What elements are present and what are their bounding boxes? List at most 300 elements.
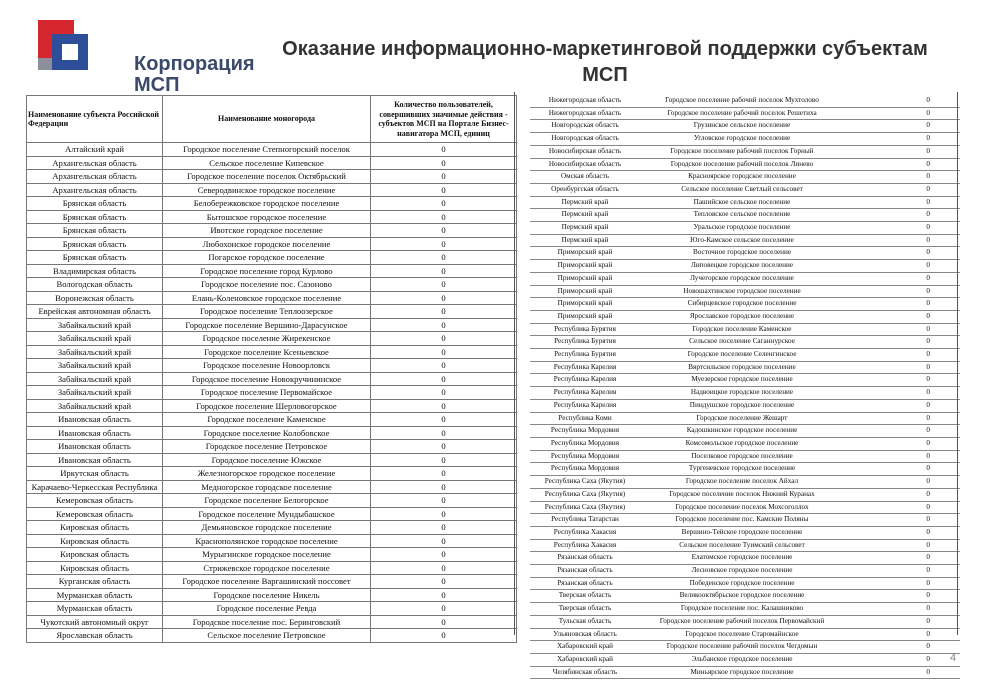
cell-count: 0 [371,453,517,467]
cell-region: Республика Бурятия [530,349,640,362]
cell-monotown: Ивотское городское поселение [163,224,371,238]
cell-monotown: Сельское поселение Светлый сельсовет [640,183,844,196]
cell-count: 0 [844,260,960,273]
cell-count: 0 [371,386,517,400]
table-row [530,158,960,171]
table-row [27,197,517,211]
table-row [27,521,517,535]
cell-region: Курганская область [27,575,163,589]
cell-monotown: Северодвинское городское поселение [163,183,371,197]
cell-count: 0 [371,345,517,359]
cell-region: Ульяновская область [530,628,640,641]
cell-region: Пермский край [530,209,640,222]
cell-monotown: Вяртсильское городское поселение [640,361,844,374]
cell-count: 0 [844,234,960,247]
cell-monotown: Городское поселение рабочий поселок Чегдомын [640,641,844,654]
cell-monotown: Мурыгинское городское поселение [163,548,371,562]
cell-monotown: Лесновское городское поселение [640,565,844,578]
cell-monotown: Городское поселение Мундыбашское [163,507,371,521]
cell-region: Новгородская область [530,133,640,146]
cell-monotown: Городское поселение Ксеньевское [163,345,371,359]
cell-count: 0 [371,332,517,346]
cell-monotown: Городское поселение поселок Мохсоголлох [640,501,844,514]
cell-region: Приморский край [530,285,640,298]
cell-monotown: Городское поселение рабочий поселок Мухтолово [640,95,844,107]
table-row [27,224,517,238]
table-row [27,494,517,508]
cell-monotown: Комсомольское городское поселение [640,437,844,450]
table-row [530,526,960,539]
table-row [27,359,517,373]
cell-region: Республика Татарстан [530,514,640,527]
cell-monotown: Демьяновское городское поселение [163,521,371,535]
cell-region: Новгородская область [530,120,640,133]
cell-monotown: Восточное городское поселение [640,247,844,260]
table-row [530,310,960,323]
cell-count: 0 [844,310,960,323]
cell-monotown: Городское поселение Ревда [163,602,371,616]
cell-count: 0 [844,349,960,362]
table-row [27,480,517,494]
table-row [27,602,517,616]
cell-count: 0 [844,323,960,336]
cell-region: Архангельская область [27,156,163,170]
cell-region: Ивановская область [27,426,163,440]
table-row [530,412,960,425]
cell-region: Кировская область [27,521,163,535]
table-row [27,291,517,305]
cell-monotown: Городское поселение Варгашинский поссовет [163,575,371,589]
cell-monotown: Любохонское городское поселение [163,237,371,251]
table-row [27,413,517,427]
cell-count: 0 [371,291,517,305]
cell-region: Мурманская область [27,588,163,602]
table-row [27,575,517,589]
cell-count: 0 [844,387,960,400]
cell-region: Забайкальский край [27,399,163,413]
cell-count: 0 [844,196,960,209]
table-row [27,629,517,643]
cell-region: Республика Карелия [530,374,640,387]
cell-count: 0 [844,336,960,349]
cell-monotown: Пашийское сельское поселение [640,196,844,209]
cell-count: 0 [844,209,960,222]
cell-region: Челябинская область [530,666,640,679]
cell-region: Кировская область [27,548,163,562]
cell-count: 0 [371,588,517,602]
table-row [27,561,517,575]
table-row [530,603,960,616]
cell-region: Кемеровская область [27,507,163,521]
cell-monotown: Елань-Коленовское городское поселение [163,291,371,305]
cell-region: Ивановская область [27,453,163,467]
table-row [530,183,960,196]
table-row [27,507,517,521]
cell-region: Карачаево-Черкесская Республика [27,480,163,494]
table-row [27,345,517,359]
table-row [530,171,960,184]
table-row [530,260,960,273]
cell-region: Брянская область [27,251,163,265]
cell-monotown: Муезерское городское поселение [640,374,844,387]
cell-region: Республика Бурятия [530,323,640,336]
header-region: Наименование субъекта Российской Федерации [27,96,163,143]
cell-region: Новосибирская область [530,145,640,158]
cell-count: 0 [844,158,960,171]
table-row [27,332,517,346]
cell-monotown: Краснополянское городское поселение [163,534,371,548]
cell-monotown: Городское поселение Каменское [640,323,844,336]
cell-monotown: Сельское поселение Кипевское [163,156,371,170]
cell-region: Тульская область [530,615,640,628]
cell-region: Ярославская область [27,629,163,643]
cell-monotown: Угловское городское поселение [640,133,844,146]
cell-region: Брянская область [27,197,163,211]
cell-region: Омская область [530,171,640,184]
cell-count: 0 [371,210,517,224]
cell-count: 0 [371,251,517,265]
cell-monotown: Городское поселение Жешарт [640,412,844,425]
table-row [530,272,960,285]
cell-count: 0 [844,437,960,450]
cell-count: 0 [844,399,960,412]
cell-region: Брянская область [27,237,163,251]
cell-count: 0 [844,425,960,438]
cell-count: 0 [844,628,960,641]
cell-monotown: Великооктябрьское городское поселение [640,590,844,603]
cell-region: Кировская область [27,534,163,548]
cell-count: 0 [371,615,517,629]
cell-region: Хабаровский край [530,653,640,666]
cell-monotown: Кадошкинское городское поселение [640,425,844,438]
cell-region: Республика Карелия [530,399,640,412]
cell-monotown: Елатомское городское поселение [640,552,844,565]
table-row [27,467,517,481]
cell-region: Архангельская область [27,183,163,197]
cell-count: 0 [371,305,517,319]
cell-monotown: Городское поселение город Курлово [163,264,371,278]
table-row [530,615,960,628]
table-row [530,107,960,120]
cell-monotown: Городское поселение пос. Сазоново [163,278,371,292]
cell-monotown: Белобережковское городское поселение [163,197,371,211]
cell-count: 0 [371,237,517,251]
table-row [530,323,960,336]
cell-region: Брянская область [27,210,163,224]
cell-count: 0 [844,577,960,590]
cell-monotown: Городское поселение Старомайнское [640,628,844,641]
cell-count: 0 [844,565,960,578]
table-row [27,548,517,562]
cell-region: Забайкальский край [27,318,163,332]
cell-count: 0 [371,534,517,548]
cell-count: 0 [844,539,960,552]
cell-region: Алтайский край [27,143,163,157]
cell-count: 0 [844,641,960,654]
cell-region: Забайкальский край [27,386,163,400]
cell-count: 0 [371,318,517,332]
cell-region: Новосибирская область [530,158,640,171]
cell-monotown: Красноярское городское поселение [640,171,844,184]
cell-monotown: Городское поселение рабочий поселок Решетиха [640,107,844,120]
cell-monotown: Городское поселение Каменское [163,413,371,427]
divider-line-right [957,92,958,635]
cell-count: 0 [371,224,517,238]
page-title: Оказание информационно-маркетинговой поддержки субъектам МСП [282,38,928,86]
table-row [530,666,960,679]
cell-count: 0 [844,361,960,374]
cell-region: Республика Хакасия [530,539,640,552]
cell-monotown: Надвоицкое городское поселение [640,387,844,400]
table-row [530,514,960,527]
cell-region: Оренбургская область [530,183,640,196]
cell-region: Пермский край [530,196,640,209]
cell-count: 0 [371,561,517,575]
table-row [530,120,960,133]
cell-monotown: Городское поселение Теплоозерское [163,305,371,319]
table-row [27,534,517,548]
cell-region: Забайкальский край [27,359,163,373]
cell-region: Рязанская область [530,577,640,590]
table-row [530,501,960,514]
cell-count: 0 [371,494,517,508]
cell-region: Приморский край [530,272,640,285]
table-row [27,399,517,413]
cell-count: 0 [371,467,517,481]
cell-region: Республика Карелия [530,361,640,374]
table-row [27,440,517,454]
table-row [27,453,517,467]
left-table [26,95,517,643]
table-row [530,399,960,412]
cell-count: 0 [844,95,960,107]
table-row [530,234,960,247]
cell-monotown: Городское поселение пос. Беринговский [163,615,371,629]
cell-count: 0 [844,653,960,666]
table-row [530,222,960,235]
cell-count: 0 [844,183,960,196]
table-row [530,565,960,578]
cell-monotown: Бытошское городское поселение [163,210,371,224]
cell-region: Забайкальский край [27,332,163,346]
cell-monotown: Эльбанское городское поселение [640,653,844,666]
table-row [530,209,960,222]
table-row [27,143,517,157]
table-row [530,437,960,450]
logo-mark-icon [30,14,100,84]
cell-count: 0 [371,629,517,643]
cell-monotown: Новошахтинское городское поселение [640,285,844,298]
table-row [27,237,517,251]
cell-count: 0 [844,476,960,489]
cell-monotown: Городское поселение Новокручининское [163,372,371,386]
cell-region: Приморский край [530,310,640,323]
cell-region: Республика Саха (Якутия) [530,488,640,501]
cell-count: 0 [371,264,517,278]
cell-region: Хабаровский край [530,641,640,654]
cell-count: 0 [371,399,517,413]
cell-count: 0 [371,156,517,170]
cell-count: 0 [371,575,517,589]
table-row [530,95,960,107]
table-row [530,361,960,374]
table-row [530,133,960,146]
cell-count: 0 [844,272,960,285]
table-row [27,170,517,184]
cell-count: 0 [844,145,960,158]
cell-count: 0 [844,285,960,298]
cell-region: Республика Саха (Якутия) [530,476,640,489]
cell-region: Кировская область [27,561,163,575]
cell-monotown: Городское поселение Вершино-Дарасунское [163,318,371,332]
table-row [27,156,517,170]
cell-region: Приморский край [530,260,640,273]
cell-region: Тверская область [530,590,640,603]
cell-count: 0 [844,222,960,235]
table-row [530,539,960,552]
table-row [530,488,960,501]
cell-monotown: Городское поселение поселок Октябрьский [163,170,371,184]
cell-monotown: Городское поселение поселок Нижний Куранах [640,488,844,501]
cell-monotown: Стрижевское городское поселение [163,561,371,575]
cell-monotown: Городское поселение Селенгинское [640,349,844,362]
table-row [530,196,960,209]
cell-region: Забайкальский край [27,345,163,359]
cell-count: 0 [844,615,960,628]
cell-monotown: Городское поселение поселок Айхал [640,476,844,489]
cell-count: 0 [844,590,960,603]
cell-monotown: Грузинское сельское поселение [640,120,844,133]
cell-region: Республика Карелия [530,387,640,400]
table-row [530,298,960,311]
cell-region: Мурманская область [27,602,163,616]
table-row [530,247,960,260]
cell-region: Брянская область [27,224,163,238]
cell-count: 0 [844,374,960,387]
cell-monotown: Лучегорское городское поселение [640,272,844,285]
cell-monotown: Городское поселение Никель [163,588,371,602]
cell-monotown: Городское поселение Белогорское [163,494,371,508]
cell-count: 0 [844,552,960,565]
logo-text [134,54,255,96]
cell-region: Еврейская автономная область [27,305,163,319]
cell-count: 0 [844,501,960,514]
table-row [530,641,960,654]
cell-monotown: Поселковое городское поселение [640,450,844,463]
table-row [530,349,960,362]
cell-monotown: Городское поселение Колобовское [163,426,371,440]
cell-count: 0 [844,133,960,146]
table-row [27,588,517,602]
cell-monotown: Городское поселение Жирекенское [163,332,371,346]
cell-monotown: Городское поселение Новоорловск [163,359,371,373]
cell-monotown: Городское поселение рабочий поселок Горный [640,145,844,158]
cell-region: Тверская область [530,603,640,616]
cell-count: 0 [844,107,960,120]
table-row [27,318,517,332]
cell-count: 0 [844,298,960,311]
cell-region: Нижегородская область [530,107,640,120]
cell-region: Ивановская область [27,440,163,454]
cell-region: Архангельская область [27,170,163,184]
table-row [530,577,960,590]
cell-count: 0 [844,463,960,476]
cell-monotown: Городское поселение пос. Камские Поляны [640,514,844,527]
cell-monotown: Медногорское городское поселение [163,480,371,494]
cell-count: 0 [844,120,960,133]
cell-region: Пермский край [530,222,640,235]
cell-region: Воронежская область [27,291,163,305]
cell-region: Ивановская область [27,413,163,427]
header-users-count: Количество пользователей, совершивших значимые действия - субъектов МСП на Портале Бизнес-навигатора МСП, единиц [371,96,517,143]
cell-region: Республика Мордовия [530,437,640,450]
cell-count: 0 [844,247,960,260]
cell-count: 0 [371,170,517,184]
cell-count: 0 [371,143,517,157]
cell-region: Республика Мордовия [530,450,640,463]
cell-count: 0 [844,412,960,425]
cell-region: Пермский край [530,234,640,247]
cell-region: Вологодская область [27,278,163,292]
page-number: 4 [950,652,957,664]
cell-count: 0 [371,602,517,616]
cell-monotown: Победенское городское поселение [640,577,844,590]
table-row [27,386,517,400]
cell-region: Республика Бурятия [530,336,640,349]
table-row [530,145,960,158]
table-row [530,374,960,387]
cell-monotown: Уральское городское поселение [640,222,844,235]
table-row [27,426,517,440]
cell-region: Республика Саха (Якутия) [530,501,640,514]
cell-count: 0 [371,426,517,440]
cell-monotown: Юго-Камское сельское поселение [640,234,844,247]
cell-region: Республика Мордовия [530,463,640,476]
cell-monotown: Сельское поселение Петровское [163,629,371,643]
right-table [530,95,960,679]
cell-count: 0 [371,480,517,494]
table-row [27,305,517,319]
cell-region: Кемеровская область [27,494,163,508]
table-row [27,264,517,278]
cell-monotown: Сибирцевское городское поселение [640,298,844,311]
cell-count: 0 [844,526,960,539]
cell-monotown: Липовецкое городское поселение [640,260,844,273]
table-row [530,552,960,565]
table-row [530,628,960,641]
cell-count: 0 [844,450,960,463]
cell-monotown: Городское поселение Южское [163,453,371,467]
logo-line-2: МСП [134,74,180,96]
table-row [530,476,960,489]
cell-count: 0 [371,197,517,211]
cell-region: Республика Хакасия [530,526,640,539]
table-row [530,285,960,298]
table-row [27,210,517,224]
cell-count: 0 [844,514,960,527]
cell-region: Забайкальский край [27,372,163,386]
cell-monotown: Городское поселение пос. Калашниково [640,603,844,616]
table-row [27,372,517,386]
cell-count: 0 [844,171,960,184]
cell-count: 0 [844,603,960,616]
table-row [530,425,960,438]
cell-monotown: Городское поселение рабочий поселок Первомайский [640,615,844,628]
cell-monotown: Погарское городское поселение [163,251,371,265]
cell-region: Республика Коми [530,412,640,425]
logo-line-1: Корпорация [134,53,255,75]
cell-monotown: Городское поселение Степногорский поселок [163,143,371,157]
